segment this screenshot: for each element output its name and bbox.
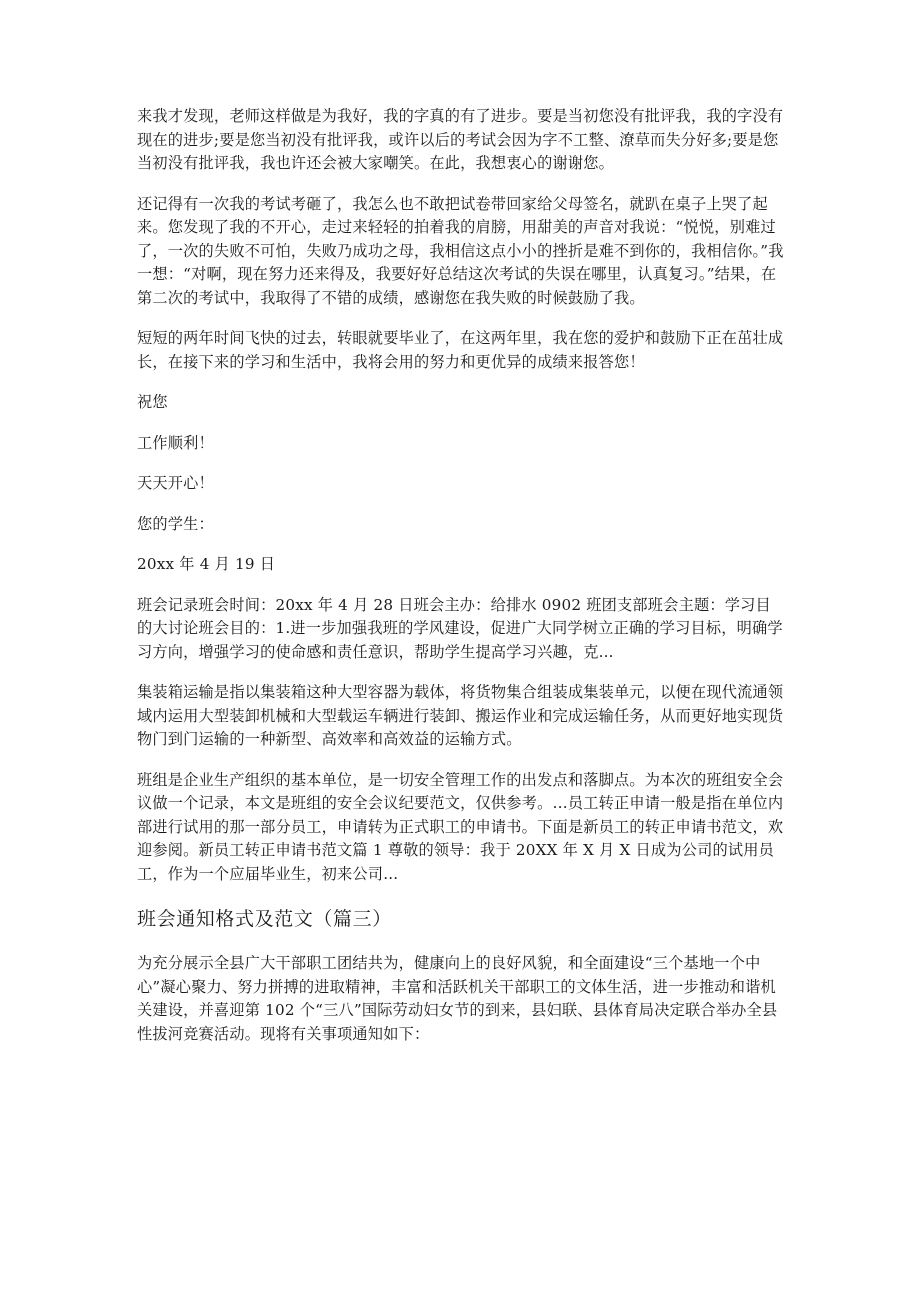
paragraph-signature: 您的学生：: [137, 514, 214, 533]
document-body: [137, 105, 785, 1046]
paragraph-work-smooth: 工作顺利！: [137, 433, 214, 452]
paragraph-class-meeting-record: 班会记录班会时间：20xx 年 4 月 28 日班会主办：给排水 0902 班团支部班会主题：学习目的大讨论班会目的：1.进一步加强我班的学风建设，促进广大同学树立正确的学习目标，明确学习方向，增强学习的使命感和责任意识，帮助学生提高学习兴趣，克...: [137, 595, 783, 661]
paragraph-date: 20xx 年 4 月 19 日: [137, 555, 276, 573]
paragraph-team-safety: 班组是企业生产组织的基本单位，是一切安全管理工作的出发点和落脚点。为本次的班组安全会议做一个记录，本文是班组的安全会议纪要范文，仅供参考。…员工转正申请一般是指在单位内部进行试用的那一部分员工，申请转为正式职工的申请书。下面是新员工的转正申请书范文，欢迎参阅。新员工转正申请书范文篇 1 尊敬的领导：我于 20XX 年 X 月 X 日成为公司的试用员工，作为一个应届毕业生，初来公司...: [137, 770, 784, 883]
paragraph-graduation: 短短的两年时间飞快的过去，转眼就要毕业了，在这两年里，我在您的爱护和鼓励下正在茁壮成长，在接下来的学习和生活中，我将会用的努力和更优异的成绩来报答您！: [137, 329, 784, 371]
paragraph-exam-memory: 还记得有一次我的考试考砸了，我怎么也不敢把试卷带回家给父母签名，就趴在桌子上哭了起来。您发现了我的不开心，走过来轻轻的拍着我的肩膀，用甜美的声音对我说：“悦悦，别难过了，一次的失败不可怕，失败乃成功之母，我相信这点小小的挫折是难不到你的，我相信你。”我一想：“对啊，现在努力还来得及，我要好好总结这次考试的失误在哪里，认真复习。”结果，在第二次的考试中，我取得了不错的成绩，感谢您在我失败的时候鼓励了我。: [137, 194, 784, 307]
paragraph-thanks-teacher: 来我才发现，老师这样做是为我好，我的字真的有了进步。要是当初您没有批评我，我的字没有现在的进步;要是您当初没有批评我，或许以后的考试会因为字不工整、潦草而失分好多;要是您当初没有批评我，我也许还会被大家嘲笑。在此，我想衷心的谢谢您。: [137, 107, 784, 172]
paragraph-container-transport: 集装箱运输是指以集装箱这种大型容器为载体，将货物集合组装成集装单元，以便在现代流通领域内运用大型装卸机械和大型载运车辆进行装卸、搬运作业和完成运输任务，从而更好地实现货物门到门运输的一种新型、高效率和高效益的运输方式。: [137, 683, 784, 748]
paragraph-happy: 天天开心！: [137, 474, 214, 492]
paragraph-tug-of-war-notice: 为充分展示全县广大干部职工团结共为，健康向上的良好风貌，和全面建设“三个基地一个中心”凝心聚力、努力拼搏的进取精神，丰富和活跃机关干部职工的文体生活，进一步推动和谐机关建设，并喜迎第 102 个“三八”国际劳动妇女节的到来，县妇联、县体育局决定联合举办全县性拔河竞赛活动。现将有关事项通知如下：: [137, 954, 778, 1043]
paragraph-wish: 祝您: [137, 393, 168, 411]
section-heading: 班会通知格式及范文（篇三）: [137, 908, 392, 930]
